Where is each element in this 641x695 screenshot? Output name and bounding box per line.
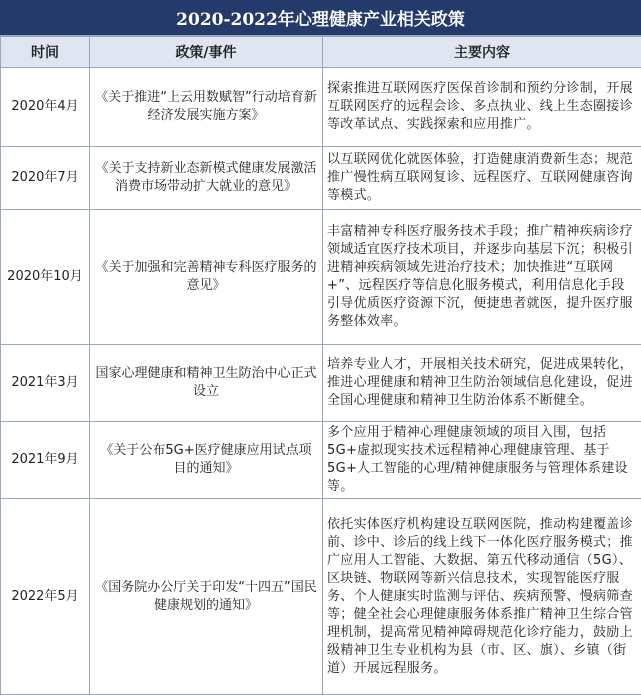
row-content: 丰富精神专科医疗服务技术手段；推广精神疾病诊疗领域适宜医疗技术项目，并逐步向基层下沉；积极引进精神疾病领域先进治疗技术；加快推进“互联网+”、远程医疗等信息化服务模式，利用信息化手段引导优质医疗资源下沉，便捷患者就医，提升医疗服务整体效率。	[323, 210, 641, 345]
table-row	[1, 68, 641, 147]
header-content: 主要内容	[323, 37, 641, 68]
table-row	[1, 499, 641, 695]
row-date: 2020年10月	[1, 210, 90, 345]
row-policy: 《关于加强和完善精神专科医疗服务的意见》	[90, 210, 323, 345]
row-date: 2021年3月	[1, 345, 90, 422]
table-title: 2020-2022年心理健康产业相关政策	[0, 0, 641, 36]
row-content: 培养专业人才，开展相关技术研究，促进成果转化，推进心理健康和精神卫生防治领域信息化建设，促进全国心理健康和精神卫生防治体系不断健全。	[323, 345, 641, 422]
row-date: 2022年5月	[1, 499, 90, 695]
row-policy: 《关于推进“上云用数赋智”行动培育新经济发展实施方案》	[90, 68, 323, 147]
row-policy: 《国务院办公厅关于印发“十四五”国民健康规划的通知》	[90, 499, 323, 695]
row-date: 2020年7月	[1, 147, 90, 210]
header-row	[1, 37, 641, 68]
row-content: 探索推进互联网医疗医保首诊制和预约分诊制，开展互联网医疗的远程会诊、多点执业、线上生态圈接诊等改革试点、实践探索和应用推广。	[323, 68, 641, 147]
header-policy: 政策/事件	[90, 37, 323, 68]
header-time: 时间	[1, 37, 90, 68]
row-policy: 《关于公布5G+医疗健康应用试点项目的通知》	[90, 422, 323, 499]
row-date: 2021年9月	[1, 422, 90, 499]
row-content: 以互联网优化就医体验，打造健康消费新生态；规范推广慢性病互联网复诊、远程医疗、互联网健康咨询等模式。	[323, 147, 641, 210]
row-policy: 《关于支持新业态新模式健康发展激活消费市场带动扩大就业的意见》	[90, 147, 323, 210]
row-content: 依托实体医疗机构建设互联网医院，推动构建覆盖诊前、诊中、诊后的线上线下一体化医疗服务模式；推广应用人工智能、大数据、第五代移动通信（5G）、区块链、物联网等新兴信息技术，实现智能医疗服务、个人健康实时监测与评估、疾病预警、慢病筛查等；健全社会心理健康服务体系推广精神卫生综合管理机制，提高常见精神障碍规范化诊疗能力，鼓励上级精神卫生专业机构为县（市、区、旗）、乡镇（街道）开展远程服务。	[323, 499, 641, 695]
row-date: 2020年4月	[1, 68, 90, 147]
row-policy: 国家心理健康和精神卫生防治中心正式设立	[90, 345, 323, 422]
policy-table	[0, 36, 641, 695]
table-row	[1, 422, 641, 499]
table-row	[1, 210, 641, 345]
table-row	[1, 147, 641, 210]
row-content: 多个应用于精神心理健康领域的项目入围，包括5G+虚拟现实技术远程精神心理健康管理、基于5G+人工智能的心理/精神健康服务与管理体系建设等。	[323, 422, 641, 499]
table-row	[1, 345, 641, 422]
